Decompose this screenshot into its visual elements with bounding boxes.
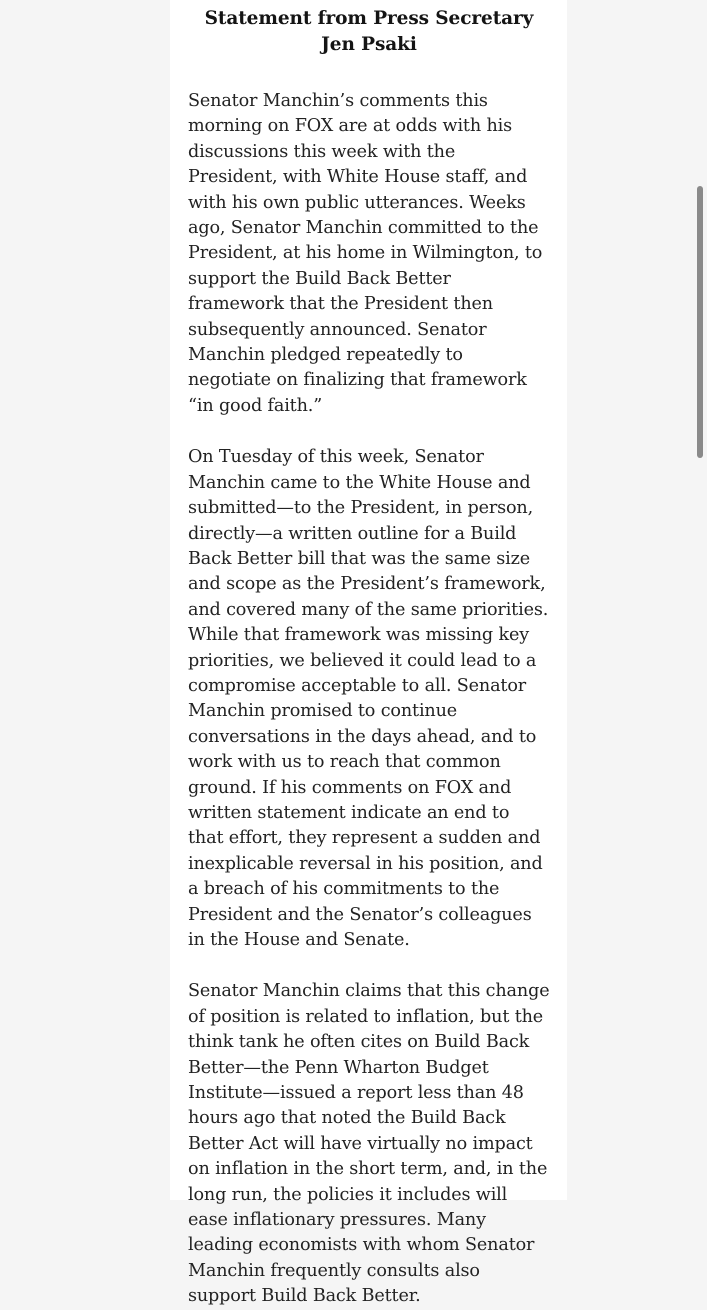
statement-paragraph-1: Senator Manchin’s comments this morning on FOX are at odds with his discussions this week with the President, with White House staff, and with his own public utterances. Weeks ago, Senator Manchin committed to the President, at his home in Wilmington, to support the Build Back Better framework that the President then subsequently announced. Senator Manchin pledged repeatedly to negotiate on finalizing that framework “in good faith.” [188,91,543,416]
statement-paragraph-3: Senator Manchin claims that this change of position is related to inflation, but the think tank he often cites on Build Back Better—the Penn Wharton Budget Institute—issued a report less than 48 hours ago that noted the Build Back Better Act will have virtually no impact on inflation in the short term, and, in the long run, the policies it includes will ease inflationary pressures. Many leading economists with whom Senator Manchin frequently consults also support Build Back Better. [188,981,550,1307]
vertical-scrollbar[interactable] [693,0,707,1200]
statement-paragraph-2: On Tuesday of this week, Senator Manchin came to the White House and submitted—to the President, in person, directly—a written outline for a Build Back Better bill that was the same size and scope as the President’s framework, and covered many of the same priorities. While that framework was missing key priorities, we believed it could lead to a compromise acceptable to all. Senator Manchin promised to continue conversations in the days ahead, and to work with us to reach that common ground. If his comments on FOX and written statement indicate an end to that effort, they represent a sudden and inexplicable reversal in his position, and a breach of his commitments to the President and the Senator’s colleagues in the House and Senate. [188,447,549,950]
scrollbar-thumb[interactable] [697,186,703,458]
statement-title: Statement from Press Secretary Jen Psaki [204,8,534,55]
statement-card [170,0,567,1307]
